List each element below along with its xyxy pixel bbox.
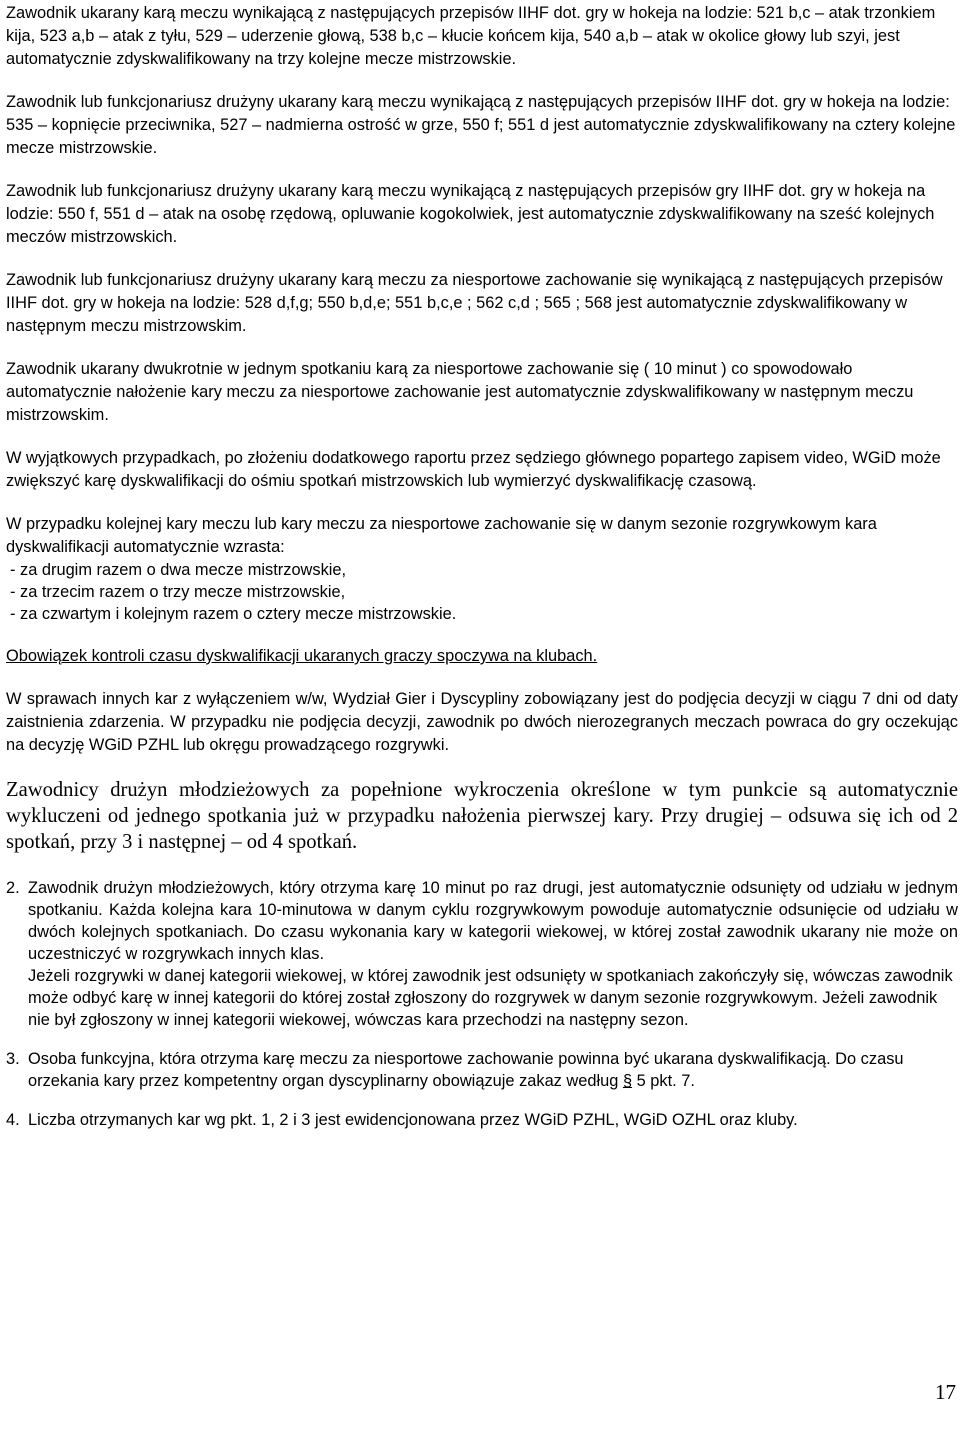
item-number: 4. (6, 1111, 20, 1129)
numbered-item-3 (6, 1048, 958, 1092)
paragraph-other-penalties: W sprawach innych kar z wyłączeniem w/w, Wydział Gier i Dyscypliny zobowiązany jest do podjęcia decyzji w ciągu 7 dni od daty zaistnienia zdarzenia. W przypadku nie podjęcia decyzji, zawodnik po dwóch nierozegranych meczach powraca do gry oczekując na decyzję WGiD PZHL lub okręgu prowadzącego rozgrywki. (6, 690, 958, 754)
paragraph-match-penalty-four-games: Zawodnik lub funkcjonariusz drużyny ukarany karą meczu wynikającą z następujących przepisów IIHF dot. gry w hokeja na lodzie: 535 – kopnięcie przeciwnika, 527 – nadmierna ostrość w grze, 550 f; 551 d jest automatycznie zdyskwalifikowany na cztery kolejne mecze mistrzowskie. (6, 93, 956, 157)
list-item: - za drugim razem o dwa mecze mistrzowskie, (10, 561, 347, 579)
item-paragraph: Jeżeli rozgrywki w danej kategorii wiekowej, w której zawodnik jest odsunięty w spotkaniach zakończyły się, wówczas zawodnik może odbyć karę w innej kategorii do której został zgłoszony do rozgrywek w danym sezonie rozgrywkowym. Jeżeli zawodnik nie był zgłoszony w innej kategorii wiekowej, wówczas kara przechodzi na następny sezon. (28, 967, 953, 1029)
list-item: - za trzecim razem o trzy mecze mistrzowskie, (10, 583, 346, 601)
item-paragraph: Osoba funkcyjna, która otrzyma karę meczu za niesportowe zachowanie powinna być ukarana dyskwalifikacją. Do czasu orzekania kary przez kompetentny organ dyscyplinarny obowiązuje zakaz według § 5 pkt. 7. (28, 1050, 904, 1090)
item-paragraph: Zawodnik drużyn młodzieżowych, który otrzyma karę 10 minut po raz drugi, jest automatycznie odsunięty od udziału w jednym spotkaniu. Każda kolejna kara 10-minutowa w danym cyklu rozgrywkowym powoduje automatycznie odsunięcie od udziału w dwóch kolejnych spotkaniach. Do czasu wykonania kary w kategorii wiekowej, w której został zawodnik ukarany nie może on uczestniczyć w rozgrywkach innych klas. (28, 879, 958, 963)
paragraph-double-misconduct: Zawodnik ukarany dwukrotnie w jednym spotkaniu karą za niesportowe zachowanie się ( 10 minut ) co spowodowało automatycznie nałożenie kary meczu za niesportowe zachowanie jest automatycznie zdyskwalifikowany w następnym meczu mistrzowskim. (6, 360, 914, 424)
item-number: 2. (6, 879, 20, 897)
paragraph-exceptional-cases: W wyjątkowych przypadkach, po złożeniu dodatkowego raportu przez sędziego głównego popartego zapisem video, WGiD może zwiększyć karę dyskwalifikacji do ośmiu spotkań mistrzowskich lub wymierzyć dyskwalifikację czasową. (6, 449, 941, 490)
page-number: 17 (935, 1380, 956, 1404)
list-item: - za czwartym i kolejnym razem o cztery mecze mistrzowskie. (10, 605, 457, 623)
paragraph-match-penalty-three-games: Zawodnik ukarany karą meczu wynikającą z następujących przepisów IIHF dot. gry w hokeja na lodzie: 521 b,c – atak trzonkiem kija, 523 a,b – atak z tyłu, 529 – uderzenie głową, 538 b,c – kłucie końcem kija, 540 a,b – atak w okolice głowy lub szyi, jest automatycznie zdyskwalifikowany na trzy kolejne mecze mistrzowskie. (6, 4, 936, 68)
section-mark: § (622, 1072, 633, 1090)
paragraph-club-obligation: Obowiązek kontroli czasu dyskwalifikacji ukaranych graczy spoczywa na klubach. (6, 647, 598, 665)
item-paragraph: Liczba otrzymanych kar wg pkt. 1, 2 i 3 jest ewidencjonowana przez WGiD PZHL, WGiD OZHL oraz kluby. (28, 1111, 798, 1129)
numbered-item-2 (6, 877, 958, 1031)
numbered-item-4 (6, 1109, 958, 1131)
paragraph-escalation (6, 513, 958, 625)
item-number: 3. (6, 1050, 20, 1068)
escalation-list (6, 559, 958, 625)
escalation-intro: W przypadku kolejnej kary meczu lub kary meczu za niesportowe zachowanie się w danym sezonie rozgrywkowym kara dyskwalifikacji automatycznie wzrasta: (6, 515, 877, 556)
document-page (6, 2, 958, 1148)
paragraph-youth-players: Zawodnicy drużyn młodzieżowych za popełnione wykroczenia określone w tym punkcie są automatycznie wykluczeni od jednego spotkania już w przypadku nałożenia pierwszej kary. Przy drugiej – odsuwa się ich od 2 spotkań, przy 3 i następnej – od 4 spotkań. (6, 779, 958, 853)
paragraph-misconduct-next-game: Zawodnik lub funkcjonariusz drużyny ukarany karą meczu za niesportowe zachowanie się wynikającą z następujących przepisów IIHF dot. gry w hokeja na lodzie: 528 d,f,g; 550 b,d,e; 551 b,c,e ; 562 c,d ; 565 ; 568 jest automatycznie zdyskwalifikowany w następnym meczu mistrzowskim. (6, 271, 943, 335)
paragraph-match-penalty-six-games: Zawodnik lub funkcjonariusz drużyny ukarany karą meczu wynikającą z następujących przepisów gry IIHF dot. gry w hokeja na lodzie: 550 f, 551 d – atak na osobę rzędową, opluwanie kogokolwiek, jest automatycznie zdyskwalifikowany na sześć kolejnych meczów mistrzowskich. (6, 182, 935, 246)
